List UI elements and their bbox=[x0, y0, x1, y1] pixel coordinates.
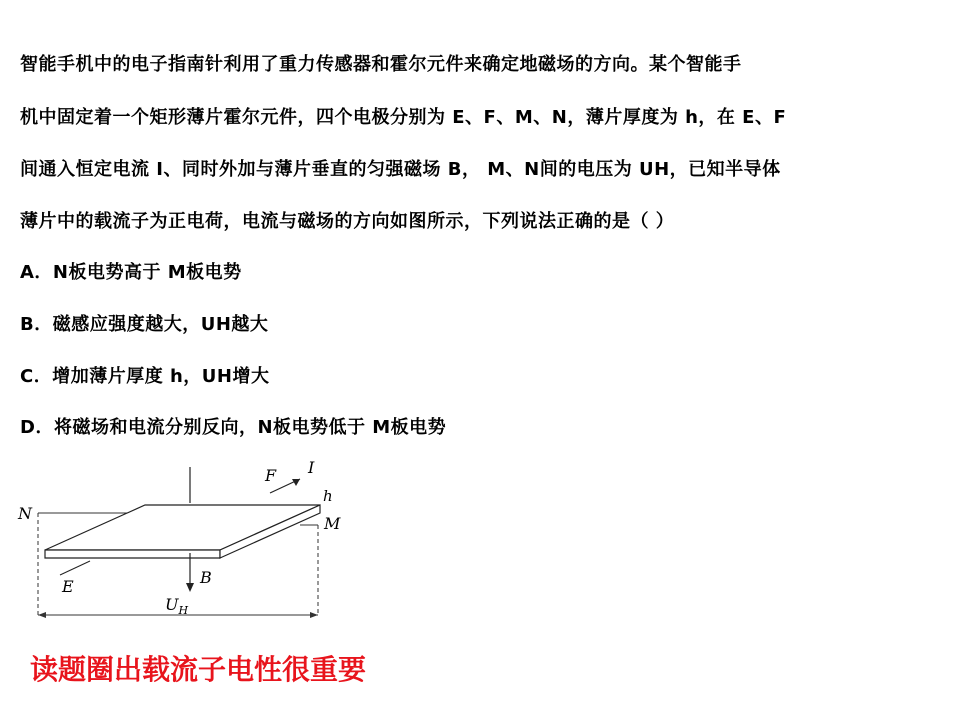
label-uh-sub: H bbox=[178, 604, 189, 617]
uh-arrow-left bbox=[38, 612, 46, 618]
label-f: F bbox=[265, 466, 277, 485]
label-uh: $U_H$ bbox=[165, 595, 189, 617]
teacher-note: 读题圈出载流子电性很重要 bbox=[30, 653, 367, 686]
slab-front-face bbox=[45, 550, 220, 558]
uh-arrow-right bbox=[310, 612, 318, 618]
question-line-1: 智能手机中的电子指南针利用了重力传感器和霍尔元件来确定地磁场的方向。某个智能手 bbox=[20, 54, 742, 75]
e-lead-line bbox=[60, 561, 90, 575]
label-i: I bbox=[308, 458, 315, 477]
option-c: C．增加薄片厚度 h，UH增大 bbox=[20, 366, 270, 387]
label-h: h bbox=[323, 487, 333, 505]
label-m: M bbox=[324, 514, 341, 533]
option-d: D．将磁场和电流分别反向，N板电势低于 M板电势 bbox=[20, 417, 447, 438]
option-a: A．N板电势高于 M板电势 bbox=[20, 262, 242, 283]
label-e: E bbox=[62, 577, 74, 596]
option-b: B．磁感应强度越大，UH越大 bbox=[20, 314, 269, 335]
label-n: N bbox=[18, 504, 32, 523]
question-line-3: 间通入恒定电流 I、同时外加与薄片垂直的匀强磁场 B， M、N间的电压为 UH，已知半导体 bbox=[20, 159, 781, 180]
label-b: B bbox=[200, 568, 212, 587]
question-line-4: 薄片中的载流子为正电荷，电流与磁场的方向如图所示，下列说法正确的是（ ） bbox=[20, 211, 675, 232]
question-line-2: 机中固定着一个矩形薄片霍尔元件，四个电极分别为 E、F、M、N，薄片厚度为 h，在 E、F bbox=[20, 107, 787, 128]
b-field-arrowhead bbox=[186, 583, 194, 592]
hall-element-figure bbox=[0, 455, 360, 635]
